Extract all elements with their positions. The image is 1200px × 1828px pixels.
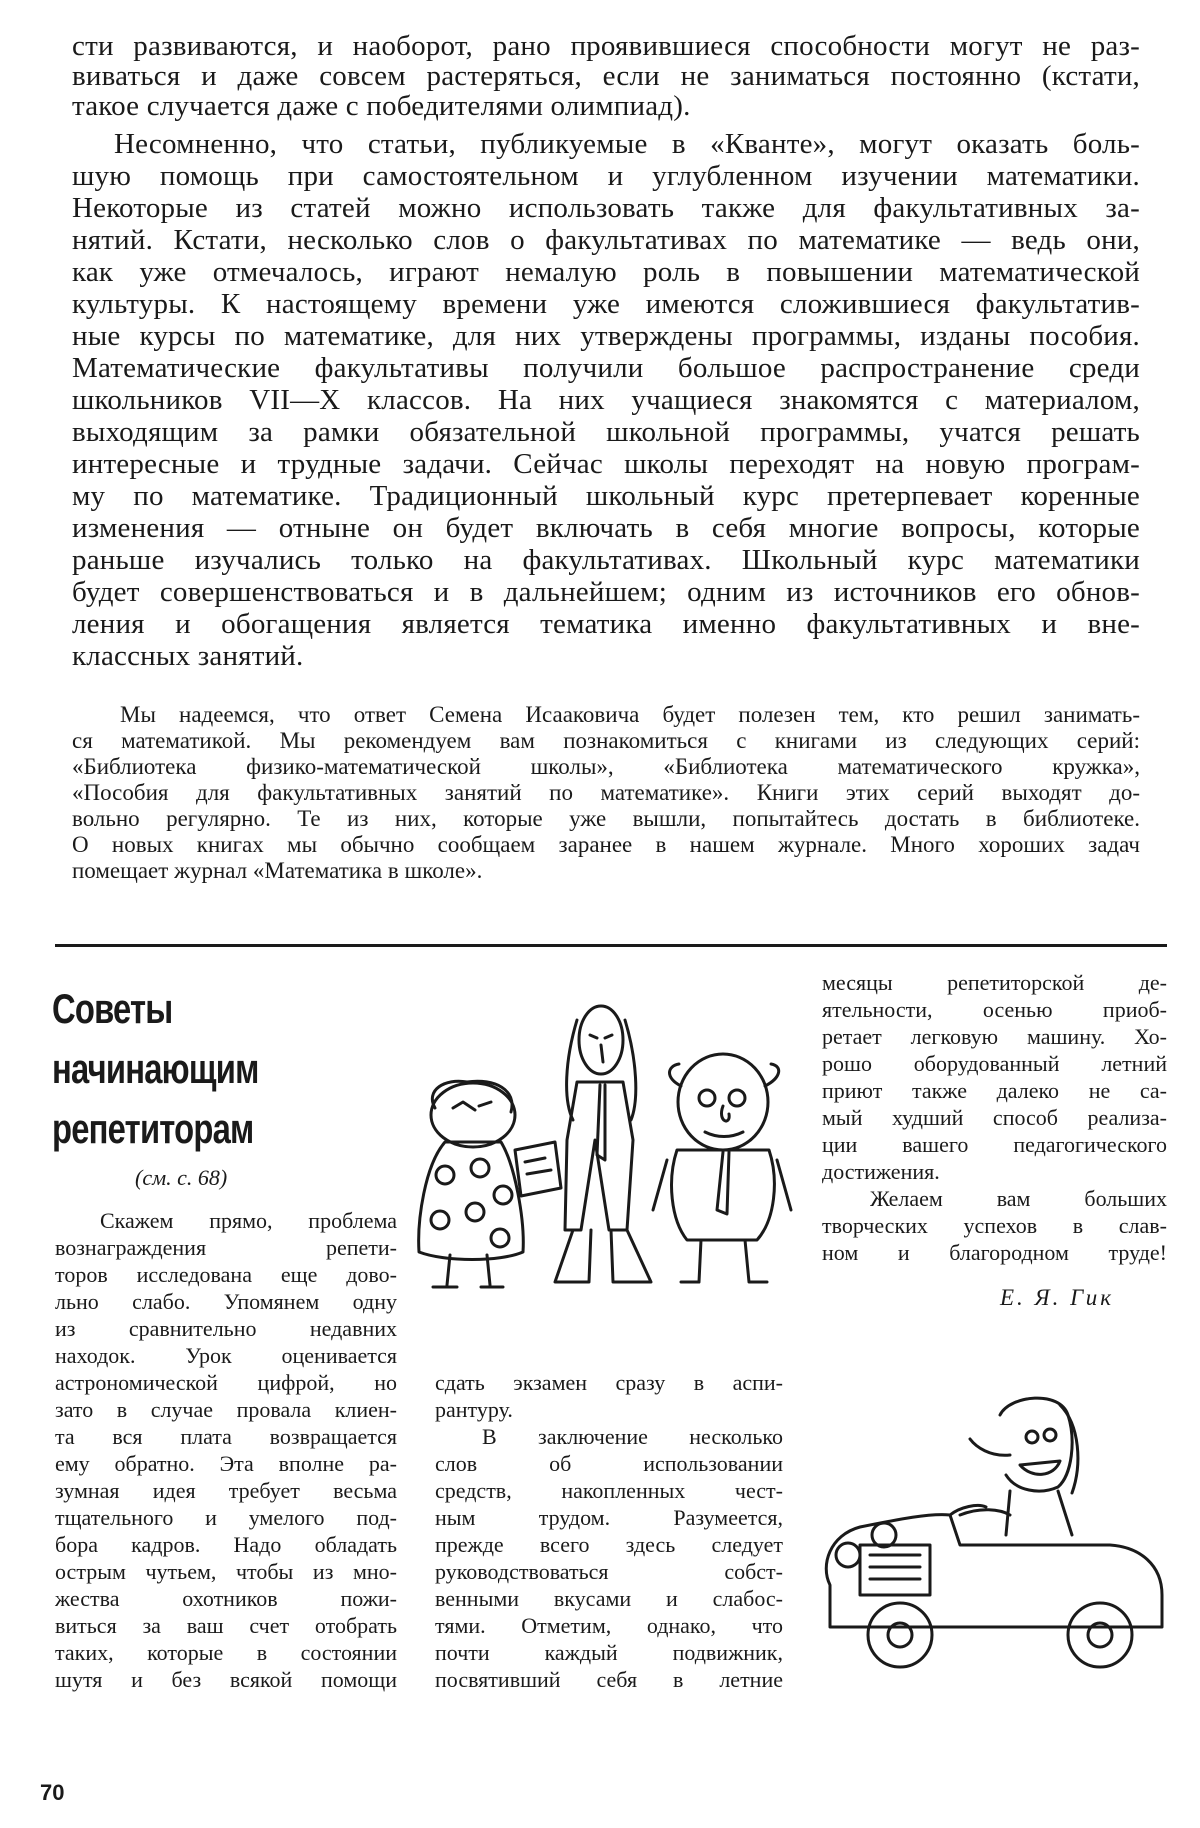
col3-line: достижения.	[822, 1159, 940, 1184]
col1-line: та вся плата возвращается	[55, 1424, 397, 1449]
car-wheels	[868, 1603, 1132, 1667]
col3-line: рошо оборудованный летний	[822, 1051, 1167, 1076]
col1-line: находок. Урок оценивается	[55, 1343, 397, 1368]
col2-line: слов об использовании	[435, 1451, 783, 1476]
col2-line: В заключение несколько	[482, 1424, 783, 1449]
page-number: 70	[40, 1780, 65, 1805]
col1-line: Скажем прямо, проблема	[100, 1208, 397, 1233]
body-line: ные курсы по математике, для них утверждены программы, изданы пособия.	[72, 320, 1140, 352]
col1-line: зато в случае провала клиен-	[55, 1397, 397, 1422]
col1-line: астрономической цифрой, но	[55, 1370, 397, 1395]
col1-line: торов исследована еще дово-	[55, 1262, 397, 1287]
note-line: Мы надеемся, что ответ Семена Исааковича будет полезен тем, кто решил занимать-	[120, 702, 1140, 727]
col1-line: виться за ваш счет отобрать	[55, 1613, 397, 1638]
col1-line: тщательного и умелого под-	[55, 1505, 397, 1530]
body-line: му по математике. Традиционный школьный курс претерпевает коренные	[72, 480, 1140, 512]
body-line: Несомненно, что статьи, публикуемые в «Кванте», могут оказать боль-	[114, 128, 1140, 160]
col3-line: ном и благородном труде!	[822, 1240, 1167, 1265]
col1-line: шутя и без всякой помощи	[55, 1667, 397, 1692]
col3-line: ретает легковую машину. Хо-	[822, 1024, 1167, 1049]
body-line: выходящим за рамки обязательной школьной программы, учатся решать	[72, 416, 1140, 448]
body-line: интересные и трудные задачи. Сейчас школы переходят на новую програм-	[72, 448, 1140, 480]
col2-line: ным трудом. Разумеется,	[435, 1505, 783, 1530]
body-line: школьников VII—X классов. На них учащиеся знакомятся с материалом,	[72, 384, 1140, 416]
page-reference: (см. с. 68)	[135, 1165, 228, 1190]
col2-line: посвятивший себя в летние	[435, 1667, 783, 1692]
car-body	[826, 1505, 1162, 1627]
col1-line: из сравнительно недавних	[55, 1316, 397, 1341]
note-line: «Пособия для факультативных занятий по математике». Книги этих серий выходят до-	[72, 780, 1140, 805]
col2-line: венными вкусами и слабос-	[435, 1586, 783, 1611]
col2-line: тями. Отметим, однако, что	[435, 1613, 783, 1638]
col1-line: льно слабо. Упомянем одну	[55, 1289, 397, 1314]
article-title-line: репетиторам	[52, 1105, 254, 1152]
col3-line: Желаем вам больших	[870, 1186, 1167, 1211]
col1-line: таких, которые в состоянии	[55, 1640, 397, 1665]
col1-line: ему обратно. Эта вполне ра-	[55, 1451, 397, 1476]
note-line: вольно регулярно. Те из них, которые уже вышли, попытайтесь достать в библиотеке.	[72, 806, 1140, 831]
body-line: сти развиваются, и наоборот, рано проявившиеся способности могут не раз-	[72, 30, 1140, 62]
body-line: будет совершенствоваться и в дальнейшем; одним из источников его обнов-	[72, 576, 1140, 608]
col2-line: почти каждый подвижник,	[435, 1640, 783, 1665]
author-signature: Е. Я. Гик	[1000, 1285, 1115, 1310]
col1-line: жества охотников пожи-	[55, 1586, 397, 1611]
section-divider	[55, 944, 1167, 947]
col3-line: ции вашего педагогического	[822, 1132, 1167, 1157]
col1-line: зумная идея требует весьма	[55, 1478, 397, 1503]
tutors-cartoon-illustration	[405, 990, 805, 1295]
article-title-line: начинающим	[52, 1045, 259, 1092]
col2-line: прежде всего здесь следует	[435, 1532, 783, 1557]
bald-man-figure	[653, 1054, 791, 1282]
col2-line: сдать экзамен сразу в аспи-	[435, 1370, 783, 1395]
col3-line: приют также далеко не са-	[822, 1078, 1167, 1103]
note-line: «Библиотека физико-математической школы», «Библиотека математического кружка»,	[72, 754, 1140, 779]
col1-line: вознаграждения репети-	[55, 1235, 397, 1260]
col2-line: рантуру.	[435, 1397, 513, 1422]
col1-line: бора кадров. Надо обладать	[55, 1532, 397, 1557]
body-line: такое случается даже с победителями олимпиад).	[72, 90, 691, 122]
col3-line: мый худший способ реализа-	[822, 1105, 1167, 1130]
note-line: ся математикой. Мы рекомендуем вам познакомиться с книгами из следующих серий:	[72, 728, 1140, 753]
body-line: нятий. Кстати, несколько слов о факультативах по математике — ведь они,	[72, 224, 1140, 256]
tall-man-figure	[515, 1006, 651, 1282]
body-line: виваться и даже совсем растеряться, если не заниматься постоянно (кстати,	[72, 60, 1140, 92]
car-cartoon-illustration	[810, 1395, 1170, 1675]
note-line: О новых книгах мы обычно сообщаем заранее в нашем журнале. Много хороших задач	[72, 832, 1140, 857]
col3-line: ятельности, осенью приоб-	[822, 997, 1167, 1022]
body-line: изменения — отныне он будет включать в себя многие вопросы, которые	[72, 512, 1140, 544]
col2-line: руководствоваться собст-	[435, 1559, 783, 1584]
body-line: классных занятий.	[72, 640, 304, 672]
body-line: Математические факультативы получили большое распространение среди	[72, 352, 1140, 384]
col3-line: месяцы репетиторской де-	[822, 970, 1167, 995]
col3-line: творческих успехов в слав-	[822, 1213, 1167, 1238]
body-line: культуры. К настоящему времени уже имеются сложившиеся факультатив-	[72, 288, 1140, 320]
woman-figure	[419, 1081, 524, 1287]
body-line: шую помощь при самостоятельном и углубленном изучении математики.	[72, 160, 1140, 192]
article-title-line: Советы	[52, 985, 173, 1032]
col1-line: острым чутьем, чтобы из мно-	[55, 1559, 397, 1584]
body-line: как уже отмечалось, играют немалую роль в повышении математической	[72, 256, 1140, 288]
col2-line: средств, накопленных чест-	[435, 1478, 783, 1503]
body-line: раньше изучались только на факультативах. Школьный курс математики	[72, 544, 1140, 576]
driver-figure	[960, 1398, 1078, 1535]
note-line: помещает журнал «Математика в школе».	[72, 858, 483, 883]
body-line: ления и обогащения является тематика именно факультативных и вне-	[72, 608, 1140, 640]
body-line: Некоторые из статей можно использовать также для факультативных за-	[72, 192, 1140, 224]
